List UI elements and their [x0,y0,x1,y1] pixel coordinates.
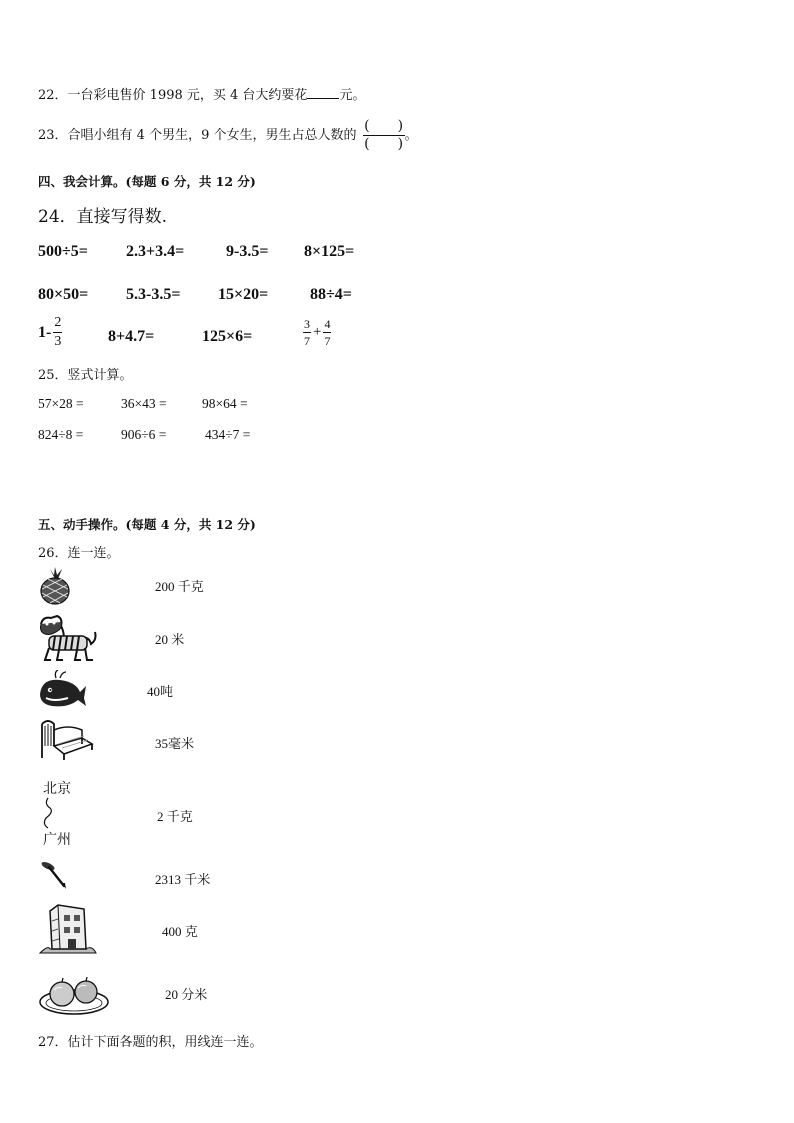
question-25-title: 25．竖式计算。 [38,368,133,383]
q24-r3-c1-prefix: 1- [38,323,52,341]
fraction-denominator: 3 [54,334,62,349]
fraction-two-thirds [53,316,62,349]
fruit-plate-icon [38,972,110,1016]
fraction-numerator: 4 [324,317,331,331]
q26-label-7: 400 克 [162,924,198,939]
q25-r2-c1: 824÷8 = [38,427,84,442]
q24-r3-c2: 8+4.7= [108,328,155,345]
q24-r3-c1 [38,316,62,349]
question-23 [38,118,418,153]
q24-r3-c3: 125×6= [202,328,253,345]
fraction-four-sevenths [323,318,331,347]
q25-r1-c1: 57×28 = [38,396,84,411]
q26-label-2: 20 米 [155,632,185,647]
fraction-denominator: 7 [304,334,310,348]
q26-label-6: 2313 千米 [155,872,211,887]
q24-r2-c3: 15×20= [218,286,269,303]
q22-text: 22．一台彩电售价 1998 元，买 4 台大约要花 [38,88,308,103]
q26-label-1: 200 千克 [155,579,204,594]
q25-r2-c2: 906÷6 = [121,427,167,442]
q24-r2-c2: 5.3-3.5= [126,286,181,303]
question-27-title: 27．估计下面各题的积，用线连一连。 [38,1035,263,1050]
q26-label-4: 35毫米 [155,736,195,751]
q23-text-end: 。 [404,128,418,143]
map-city-guangzhou: 广州 [43,832,71,848]
section-5-title: 五、动手操作。(每题 4 分，共 12 分) [38,517,256,532]
question-24-title: 24．直接写得数. [38,207,168,227]
question-26-title: 26．连一连。 [38,546,120,561]
q24-r2-c1: 80×50= [38,286,89,303]
q25-r1-c3: 98×64 = [202,396,248,411]
q23-denominator: ( ) [364,136,404,152]
fraction-three-sevenths [303,318,311,347]
q23-text: 23．合唱小组有 4 个男生，9 个女生，男生占总人数的 [38,128,357,143]
fraction-denominator: 7 [324,334,331,348]
q26-label-5: 2 千克 [157,809,193,824]
q26-label-8: 20 分米 [165,987,208,1002]
pineapple-icon [38,567,72,605]
question-22 [38,84,365,103]
q24-r1-c2: 2.3+3.4= [126,243,185,260]
fraction-numerator: 2 [53,316,62,333]
whale-icon [38,670,88,708]
q22-text-end: 元。 [339,88,366,103]
q25-r1-c2: 36×43 = [121,396,167,411]
section-4-title: 四、我会计算。(每题 6 分，共 12 分) [38,174,256,189]
map-city-beijing: 北京 [43,781,71,797]
bed-icon [38,716,94,760]
q23-fraction-blank[interactable] [363,118,405,153]
building-icon [38,901,98,955]
plus-sign: + [313,324,322,340]
q23-numerator: ( ) [364,118,404,134]
nail-icon [40,860,70,890]
q22-answer-blank[interactable] [307,86,339,99]
q26-label-3: 40吨 [147,684,174,699]
q24-r1-c4: 8×125= [304,243,355,260]
q24-r1-c3: 9-3.5= [226,243,269,260]
tiger-icon [37,614,99,664]
q24-r2-c4: 88÷4= [310,286,352,303]
q24-r3-c4 [303,318,331,347]
fraction-numerator: 3 [304,317,310,331]
beijing-guangzhou-map-icon [40,796,80,830]
q25-r2-c3: 434÷7 = [205,427,251,442]
q24-r1-c1: 500÷5= [38,243,88,260]
